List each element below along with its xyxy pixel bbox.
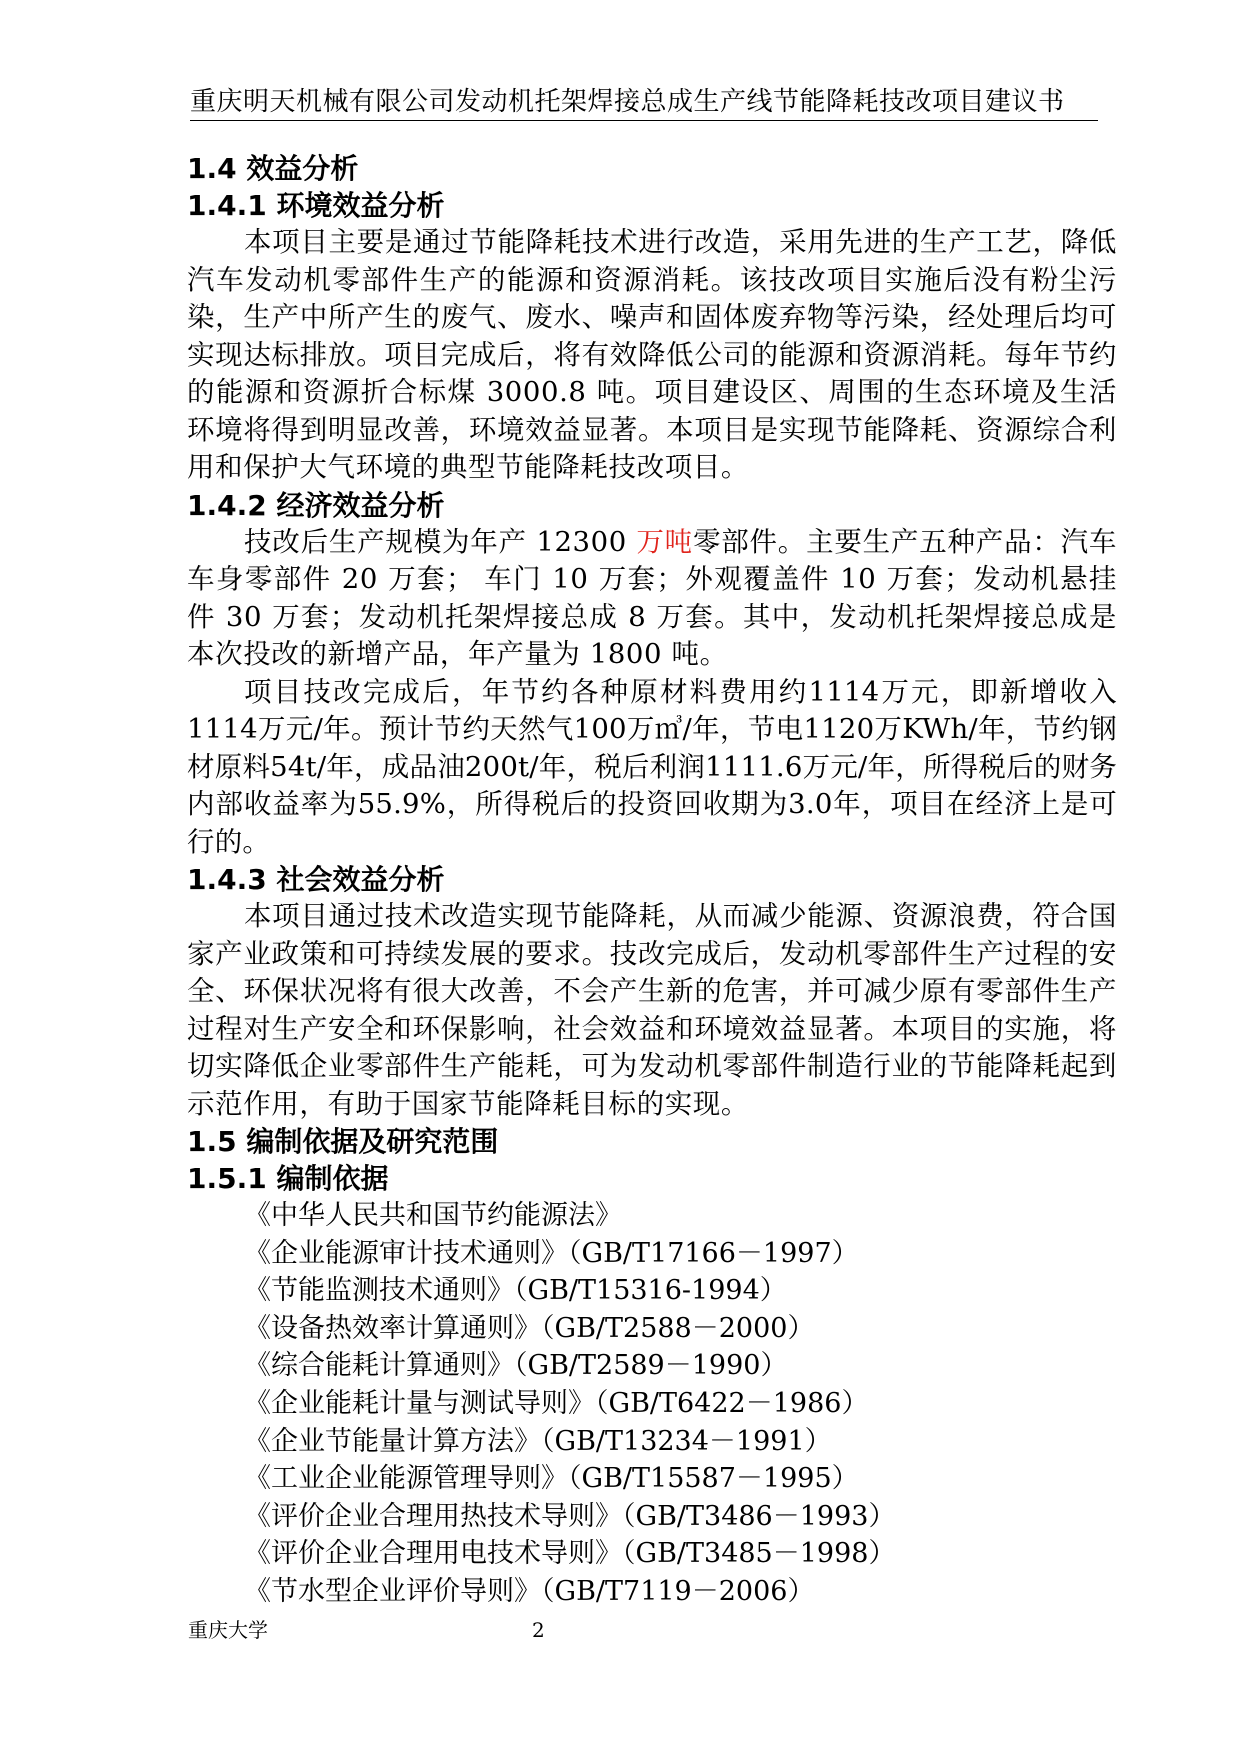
page-number: 2 xyxy=(532,1618,545,1642)
reference-item: 《节能监测技术通则》（GB/T15316-1994） xyxy=(244,1275,787,1307)
section-heading-1-5-1: 1.5.1 编制依据 xyxy=(187,1162,389,1195)
reference-item: 《中华人民共和国节约能源法》 xyxy=(244,1200,622,1231)
section-heading-1-4: 1.4 效益分析 xyxy=(187,152,359,185)
paragraph-environmental-benefit: 本项目主要是通过节能降耗技术进行改造，采用先进的生产工艺，降低汽车发动机零部件生产的能源和资源消耗。该技改项目实施后没有粉尘污染，生产中所产生的废气、废水、噪声和固体废弃物等污染，经处理后均可实现达标排放。项目完成后，将有效降低公司的能源和资源消耗。每年节约的能源和资源折合标煤 3000.8 吨。项目建设区、周围的生态环境及生活环境将得到明显改善，环境效益显著。本项目是实现节能降耗、资源综合利用和保护大气环境的典型节能降耗技改项目。 xyxy=(187,226,1117,483)
reference-item: 《工业企业能源管理导则》（GB/T15587－1995） xyxy=(244,1463,859,1495)
reference-list xyxy=(187,1197,1117,1611)
page-content xyxy=(187,150,1117,1611)
reference-item: 《评价企业合理用热技术导则》（GB/T3486－1993） xyxy=(244,1500,896,1532)
section-heading-1-4-2: 1.4.2 经济效益分析 xyxy=(187,488,445,522)
reference-item: 《企业节能量计算方法》（GB/T13234－1991） xyxy=(244,1425,832,1457)
section-heading-1-4-3: 1.4.3 社会效益分析 xyxy=(187,863,445,896)
highlighted-text: 万吨 xyxy=(636,525,693,558)
reference-item: 《综合能耗计算通则》（GB/T2589－1990） xyxy=(244,1350,788,1382)
paragraph-production-scale xyxy=(187,524,1117,674)
section-heading-1-4-1: 1.4.1 环境效益分析 xyxy=(187,189,445,222)
reference-item: 《评价企业合理用电技术导则》（GB/T3485－1998） xyxy=(244,1538,896,1570)
section-heading-1-5: 1.5 编制依据及研究范围 xyxy=(187,1125,499,1158)
paragraph-social-benefit: 本项目通过技术改造实现节能降耗，从而减少能源、资源浪费，符合国家产业政策和可持续发展的要求。技改完成后，发动机零部件生产过程的安全、环保状况将有很大改善，不会产生新的危害，并可减少原有零部件生产过程对生产安全和环保影响，社会效益和环境效益显著。本项目的实施，将切实降低企业零部件生产能耗，可为发动机零部件制造行业的节能降耗起到示范作用，有助于国家节能降耗目标的实现。 xyxy=(187,900,1117,1120)
running-header: 重庆明天机械有限公司发动机托架焊接总成生产线节能降耗技改项目建议书 xyxy=(190,86,1098,121)
reference-item: 《企业能耗计量与测试导则》（GB/T6422－1986） xyxy=(244,1387,869,1419)
reference-item: 《节水型企业评价导则》（GB/T7119－2006） xyxy=(244,1575,815,1607)
paragraph-economic-benefit: 项目技改完成后，年节约各种原材料费用约1114万元，即新增收入1114万元/年。预计节约天然气100万㎥/年，节电1120万KWh/年，节约钢材原料54t/年，成品油200t/年，税后利润1111.6万元/年，所得税后的财务内部收益率为55.9%，所得税后的投资回收期为3.0年，项目在经济上是可行的。 xyxy=(187,675,1117,858)
reference-item: 《企业能源审计技术通则》（GB/T17166－1997） xyxy=(244,1237,859,1269)
text-run: 零部件。主要生产五种产品：汽车车身零部件 20 万套； 车门 10 万套；外观覆盖件 10 万套；发动机悬挂件 30 万套；发动机托架焊接总成 8 万套。其中，发动机托架焊接总成是本次投改的新增产品，年产量为 1800 吨。 xyxy=(187,525,1118,670)
text-run: 技改后生产规模为年产 12300 xyxy=(244,525,637,558)
reference-item: 《设备热效率计算通则》（GB/T2588－2000） xyxy=(244,1312,815,1344)
footer-institution: 重庆大学 xyxy=(188,1618,268,1642)
